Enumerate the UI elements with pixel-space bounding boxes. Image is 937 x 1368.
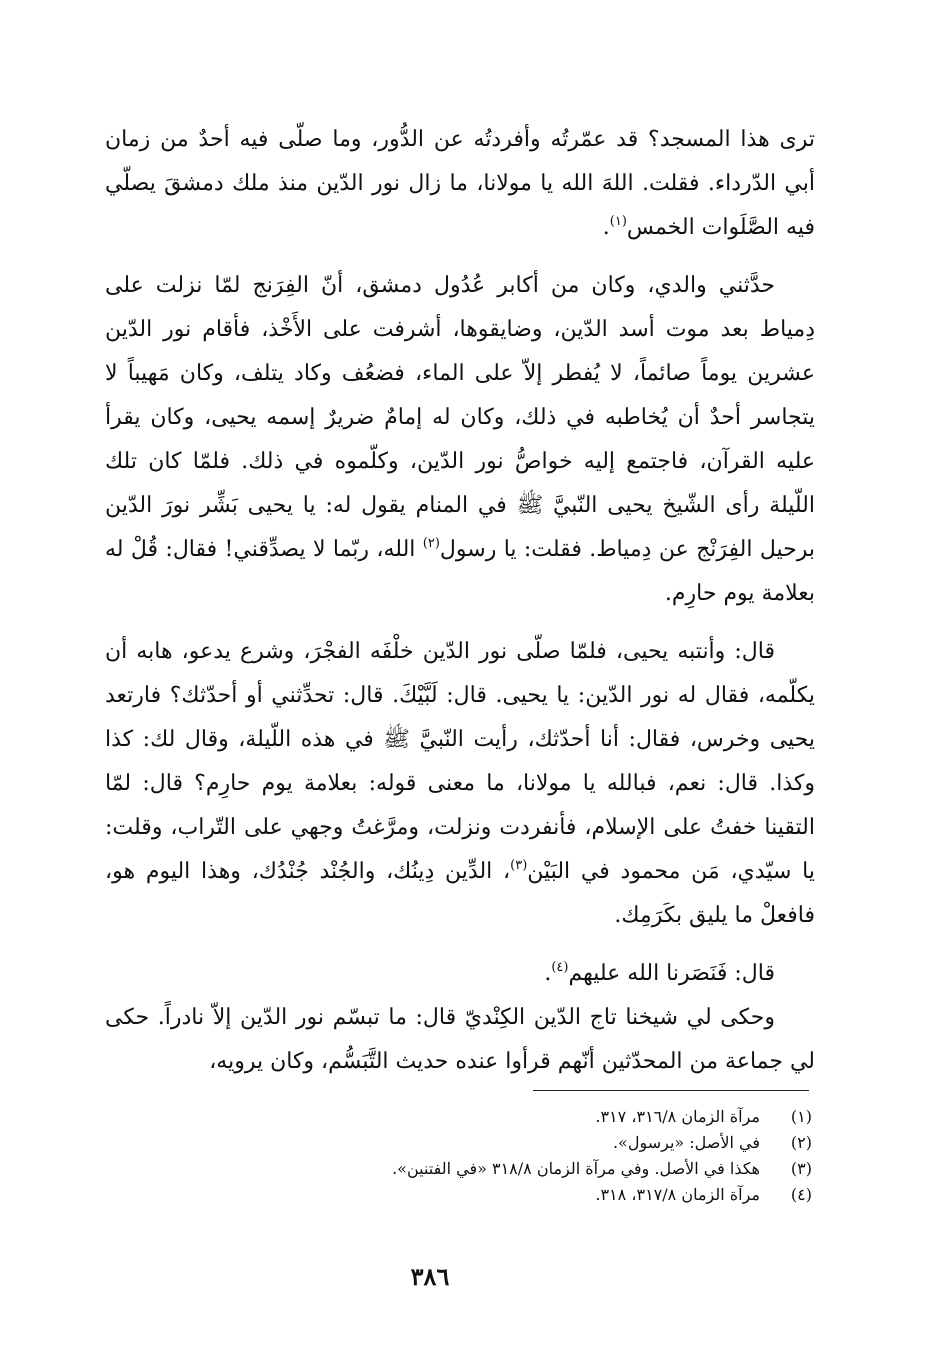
footnotes bbox=[300, 1104, 812, 1208]
footnote-marker: (٢) bbox=[422, 536, 440, 551]
footnote-text: في الأصل: «يرسول». bbox=[612, 1133, 760, 1152]
paragraph-text: قال: فَنَصَرنا الله عليهم bbox=[568, 961, 775, 986]
footnote-item bbox=[300, 1104, 812, 1130]
footnote-item bbox=[300, 1182, 812, 1208]
footnote-number: (١) bbox=[790, 1107, 812, 1126]
page-number: ٣٨٦ bbox=[410, 1262, 450, 1291]
footnote-marker: (٤) bbox=[551, 960, 569, 975]
main-text bbox=[105, 118, 815, 1098]
paragraph-tail: ، الدِّين دِينُك، والجُنْد جُنْدُك، وهذا اليوم هو، فافعلْ ما يليق بكَرَمِك. bbox=[105, 859, 815, 928]
footnote-text: هكذا في الأصل. وفي مرآة الزمان ٣١٨/٨ «في الفتنين». bbox=[392, 1159, 760, 1178]
footnote-item bbox=[300, 1130, 812, 1156]
footnote-marker: (٣) bbox=[510, 858, 528, 873]
footnote-text: مرآة الزمان ٣١٧/٨، ٣١٨. bbox=[595, 1185, 760, 1204]
paragraph-text: وحكى لي شيخنا تاج الدّين الكِنْديّ قال: ما تبسّم نور الدّين إلاّ نادراً. حكى لي جماعة من المحدّثين أنّهم قرأوا عنده حديث التَّبَسُّم، وكان يرويه، bbox=[105, 1005, 815, 1074]
paragraph-tail: . bbox=[544, 961, 552, 986]
footnote-marker: (١) bbox=[609, 214, 627, 229]
paragraph-text: ترى هذا المسجد؟ قد عمّرتُه وأفردتُه عن الدُّور، وما صلّى فيه أحدٌ من زمان أبي الدّرداء. فقلت. اللهَ الله يا مولانا، ما زال نور الدّين منذ ملك دمشقَ يصلّي فيه الصَّلَوات الخمس bbox=[105, 127, 815, 240]
footnote-number: (٢) bbox=[790, 1133, 812, 1152]
paragraph-3 bbox=[105, 630, 815, 938]
paragraph-tail: . bbox=[602, 215, 610, 240]
paragraph-1 bbox=[105, 118, 815, 250]
paragraph-text: قال: وأنتبه يحيى، فلمّا صلّى نور الدّين خلْفَه الفجْرَ، وشرع يدعو، هابه أن يكلّمه، فقال له نور الدّين: يا يحيى. قال: لَبَّيْكَ. قال: تحدِّثني أو أحدّثك؟ فارتعد يحيى وخرس، فقال: أنا أحدّثك، رأيت النّبيَّ ﷺ في هذه اللّيلة، وقال لك: كذا وكذا. قال: نعم، فبالله يا مولانا، ما معنى قوله: بعلامة يوم حارِم؟ قال: لمّا التقينا خفتُ على الإسلام، فأنفردت ونزلت، ومرَّغتُ وجهي على التّراب، وقلت: يا سيّدي، مَن محمود في البَيْن bbox=[105, 639, 815, 884]
paragraph-4 bbox=[105, 952, 815, 996]
paragraph-2 bbox=[105, 264, 815, 616]
paragraph-5 bbox=[105, 996, 815, 1084]
footnote-divider bbox=[533, 1090, 809, 1091]
paragraph-tail: الله، ربّما لا يصدِّقني! فقال: قُلْ له بعلامة يوم حارِم. bbox=[105, 537, 815, 606]
paragraph-text: حدَّثني والدي، وكان من أكابر عُدُول دمشق، أنّ الفِرَنج لمّا نزلت على دِمياط بعد موت أسد الدّين، وضايقوها، أشرفت على الأَخْذ، فأقام نور الدّين عشرين يوماً صائماً، لا يُفطر إلاّ على الماء، فضعُف وكاد يتلف، وكان مَهيباً لا يتجاسر أحدٌ أن يُخاطبه في ذلك، وكان له إمامٌ ضريرٌ إسمه يحيى، وكان يقرأ عليه القرآن، فاجتمع إليه خواصُّ نور الدّين، وكلّموه في ذلك. فلمّا كان تلك اللّيلة رأى الشّيخ يحيى النّبيَّ ﷺ في المنام يقول له: يا يحيى بَشِّر نورَ الدّين برحيل الفِرَنْج عن دِمياط. فقلت: يا رسول bbox=[105, 273, 815, 562]
footnote-number: (٣) bbox=[790, 1159, 812, 1178]
footnote-text: مرآة الزمان ٣١٦/٨، ٣١٧. bbox=[595, 1107, 760, 1126]
footnote-item bbox=[300, 1156, 812, 1182]
footnote-number: (٤) bbox=[790, 1185, 812, 1204]
